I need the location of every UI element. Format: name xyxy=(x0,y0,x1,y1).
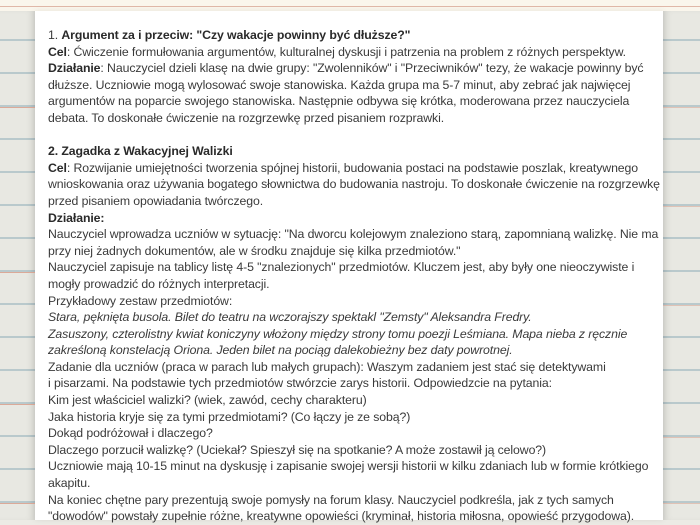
goal-text: : Rozwijanie umiejętności tworzenia spójnej historii, budowania postaci na podstawie poszlak, kreatywnego wnioskowania oraz używania bogatego słownictwa do budowania nastroju. To doskonałe ćwiczenie na rozgrzewkę przed pisaniem opowiadania twórczego. xyxy=(48,160,660,208)
paper-top-rule xyxy=(0,6,700,7)
red-rule xyxy=(0,503,35,504)
section-argument xyxy=(48,27,663,127)
action-text: : Nauczyciel dzieli klasę na dwie grupy: "Zwolenników" i "Przeciwników" tezy, że wakacje powinny być dłuższe. Uczniowie mogą wylosować swoje stanowiska. Każda grupa ma 5-7 minut, aby zebrać jak najwięcej argumentów na poparcie swojego stanowiska. Następnie odbywa się krótka, moderowana przez nauczyciela debata. To doskonałe ćwiczenie na rozgrzewkę przed pisaniem rozprawki. xyxy=(48,61,644,125)
content-card xyxy=(35,11,663,524)
red-rule xyxy=(663,107,700,108)
goal-text: : Ćwiczenie formułowania argumentów, kulturalnej dyskusji i patrzenia na problem z różnych perspektyw. xyxy=(66,44,626,59)
goal-label: Cel xyxy=(48,44,67,59)
section-number: 2. xyxy=(48,144,59,159)
red-rule xyxy=(663,437,700,438)
lined-paper-right xyxy=(663,11,700,520)
section-heading xyxy=(48,27,663,44)
red-rule xyxy=(663,503,700,504)
action-label: Działanie xyxy=(48,61,101,76)
lined-paper-left xyxy=(0,11,35,520)
section-number: 1. xyxy=(48,28,59,42)
goal-label: Cel xyxy=(48,160,67,175)
question: Dlaczego porzucił walizkę? (Uciekał? Spieszył się na spotkanie? A może zostawił ją celowo?) xyxy=(48,442,547,457)
question: Dokąd podróżował i dlaczego? xyxy=(48,426,213,441)
closing-paragraph: Na koniec chętne pary prezentują swoje pomysły na forum klasy. Nauczyciel podkreśla, jak z tych samych "dowodów" powstały zupełnie różne, kreatywne opowieści (kryminał, historia miłosna, opowieść przygodowa). xyxy=(48,492,635,524)
red-rule xyxy=(0,272,35,273)
example-items: Zasuszony, czterolistny kwiat koniczyny włożony między strony tomu poezji Leśmiana. Mapa nieba z ręcznie zakreśloną konstelacją Oriona. Jeden bilet na pociąg dalekobieżny bez daty powrotnej. xyxy=(48,326,628,358)
question: Kim jest właściciel walizki? (wiek, zawód, cechy charakteru) xyxy=(48,393,367,408)
section-title: Zagadka z Wakacyjnej Walizki xyxy=(61,144,233,159)
paper-top-band xyxy=(0,0,700,11)
items-intro: Przykładowy zestaw przedmiotów: xyxy=(48,293,233,308)
action-colon: : xyxy=(100,210,105,225)
question: Jaka historia kryje się za tymi przedmiotami? (Co łączy je ze sobą?) xyxy=(48,409,411,424)
task-intro: Zadanie dla uczniów (praca w parach lub małych grupach): Waszym zadaniem jest stać się detektywami xyxy=(48,359,606,374)
red-rule xyxy=(663,305,700,306)
action-paragraph xyxy=(48,60,663,126)
section-title: Argument za i przeciw: "Czy wakacje powinny być dłuższe?" xyxy=(61,28,411,42)
task-intro: i pisarzami. Na podstawie tych przedmiotów stwórzcie zarys historii. Odpowiedzcie na pytania: xyxy=(48,376,552,391)
red-rule xyxy=(663,206,700,207)
example-items: Stara, pęknięta busola. Bilet do teatru na wczorajszy spektakl "Zemsty" Aleksandra Fredry. xyxy=(48,310,532,325)
section-suitcase-mystery xyxy=(48,143,663,525)
intro-paragraph: Nauczyciel wprowadza uczniów w sytuację: "Na dworcu kolejowym znaleziono starą, zapomnianą walizkę. Nie ma przy niej żadnych dokumentów, ale w środku znajduje się kilka przedmiotów." xyxy=(48,227,659,258)
goal-paragraph xyxy=(48,160,663,210)
section-heading xyxy=(48,143,663,160)
goal-paragraph xyxy=(48,44,663,61)
action-label: Działanie xyxy=(48,210,101,225)
red-rule xyxy=(0,107,35,108)
action-heading xyxy=(48,210,663,227)
red-rule xyxy=(0,404,35,405)
closing-paragraph: Uczniowie mają 10-15 minut na dyskusję i zapisanie swojej wersji historii w kilku zdaniach lub w formie krótkiego akapitu. xyxy=(48,459,649,491)
intro-paragraph: Nauczyciel zapisuje na tablicy listę 4-5 "znalezionych" przedmiotów. Kluczem jest, aby były one nieoczywiste i mogły prowadzić do różnych interpretacji. xyxy=(48,260,635,291)
